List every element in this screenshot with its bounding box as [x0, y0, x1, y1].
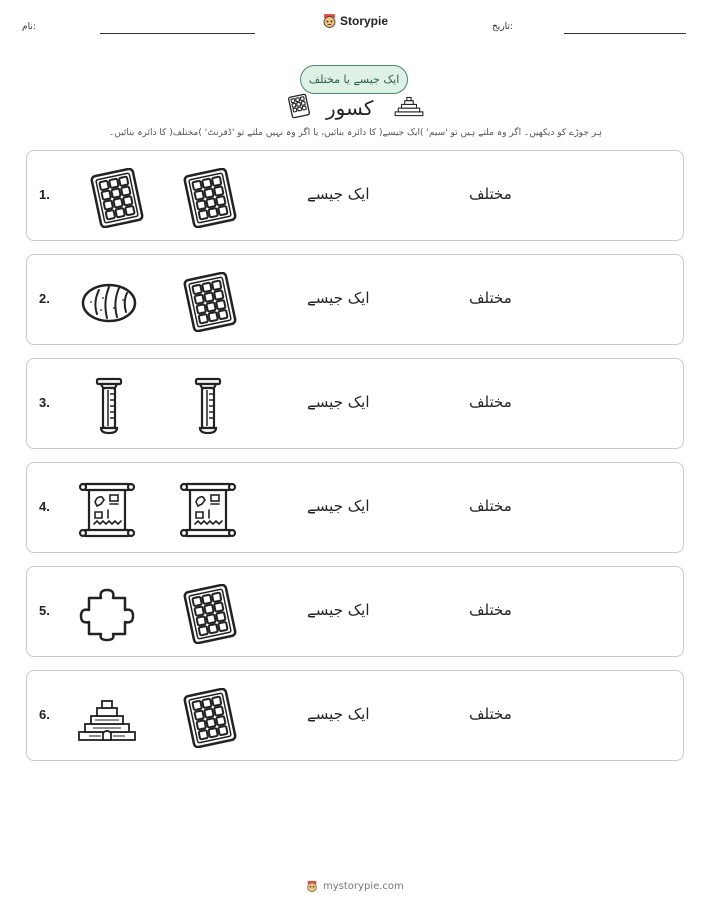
pair-row — [26, 358, 684, 449]
different-option[interactable]: مختلف — [469, 185, 512, 203]
brand-logo — [322, 13, 388, 29]
chocolate-bar-icon — [180, 272, 240, 332]
chocolate-bar-icon — [180, 688, 240, 748]
different-option[interactable]: مختلف — [469, 705, 512, 723]
papyrus-scroll-icon — [178, 480, 238, 540]
chocolate-bar-icon — [286, 92, 312, 120]
row-number: 2. — [39, 291, 50, 306]
chocolate-bar-icon — [180, 584, 240, 644]
name-label: نام: — [22, 22, 36, 32]
row-number: 3. — [39, 395, 50, 410]
different-option[interactable]: مختلف — [469, 393, 512, 411]
chocolate-bar-icon — [180, 168, 240, 228]
row-number: 6. — [39, 707, 50, 722]
papyrus-scroll-icon — [77, 480, 137, 540]
same-option[interactable]: ایک جیسے — [307, 185, 370, 203]
pair-row — [26, 670, 684, 761]
step-pyramid-icon — [393, 94, 425, 118]
pair-row — [26, 462, 684, 553]
worksheet-title: کسور — [326, 96, 374, 120]
different-option[interactable]: مختلف — [469, 601, 512, 619]
date-label: تاریخ: — [492, 22, 513, 32]
same-option[interactable]: ایک جیسے — [307, 393, 370, 411]
different-option[interactable]: مختلف — [469, 289, 512, 307]
footer-website[interactable]: mystorypie.com — [323, 881, 404, 892]
worksheet-type-badge: ایک جیسے یا مختلف — [300, 65, 408, 94]
different-option[interactable]: مختلف — [469, 497, 512, 515]
footer — [306, 880, 404, 893]
row-number: 4. — [39, 499, 50, 514]
pair-row — [26, 566, 684, 657]
chocolate-bar-icon — [87, 168, 147, 228]
row-number: 5. — [39, 603, 50, 618]
storypie-mascot-icon — [322, 13, 337, 29]
brand-name: Storypie — [340, 14, 389, 28]
instructions: ہر جوڑے کو دیکھیں۔ اگر وہ ملتے ہیں تو 'سیم' )ایک جیسے( کا دائرہ بنائیں، یا اگر وہ نہیں ملتے تو 'ڈفرنٹ' )مختلف( کا دائرہ بنائیں۔ — [109, 128, 602, 138]
same-option[interactable]: ایک جیسے — [307, 705, 370, 723]
same-option[interactable]: ایک جیسے — [307, 601, 370, 619]
name-line[interactable] — [100, 33, 255, 34]
same-option[interactable]: ایک جیسے — [307, 497, 370, 515]
bread-loaf-icon — [79, 272, 139, 332]
row-number: 1. — [39, 187, 50, 202]
step-pyramid-icon — [77, 688, 137, 748]
storypie-mascot-icon — [306, 880, 318, 893]
pair-row — [26, 254, 684, 345]
column-icon — [178, 376, 238, 436]
date-line[interactable] — [564, 33, 686, 34]
puzzle-piece-icon — [79, 584, 139, 644]
column-icon — [79, 376, 139, 436]
same-option[interactable]: ایک جیسے — [307, 289, 370, 307]
pair-row — [26, 150, 684, 241]
